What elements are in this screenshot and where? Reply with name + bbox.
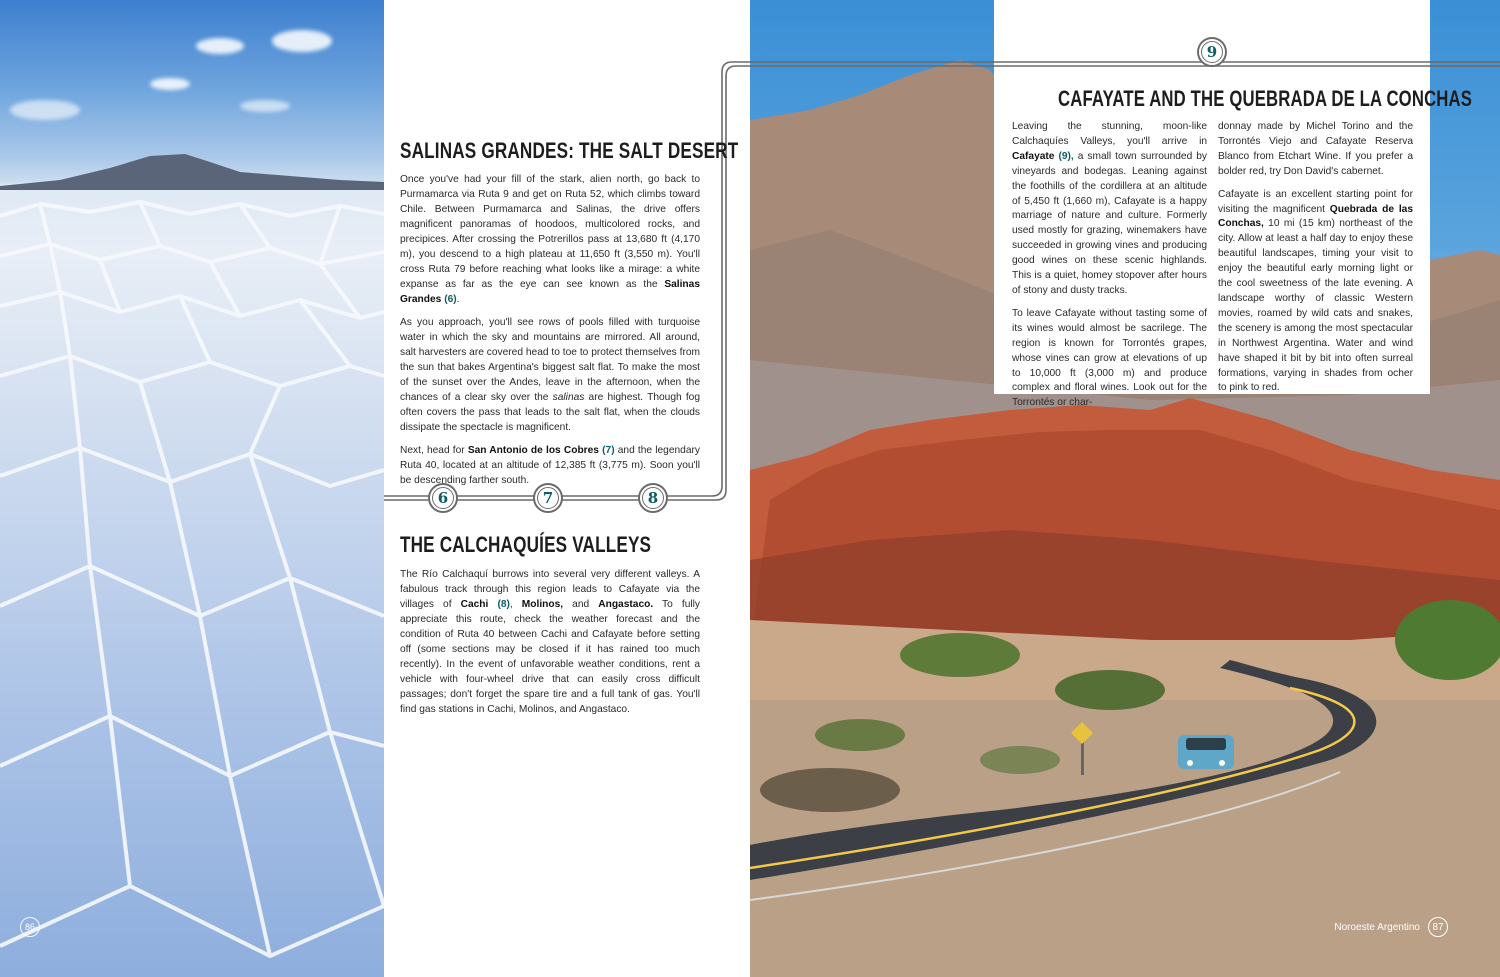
- cafayate-column-2: [1218, 120, 1413, 404]
- paragraph: Next, head for San Antonio de los Cobres (7) and the legendary Ruta 40, located at an altitude of 12,385 ft (3,775 m). Soon you'll be descending farther south.: [400, 445, 700, 486]
- paragraph: donnay made by Michel Torino and the Torrontés Viejo and Cafayate Reserva Blanco from Etchart Wine. If you prefer a bolder red, try Don David's cabernet.: [1218, 121, 1413, 177]
- section-title-salinas: SALINAS GRANDES: THE SALT DESERT: [400, 138, 739, 163]
- left-page-number: 86: [20, 917, 40, 937]
- section-title-cafayate: CAFAYATE AND THE QUEBRADA DE LA CONCHAS: [1058, 86, 1473, 111]
- route-marker-9: 9: [1197, 37, 1227, 67]
- section-body-calchaquies: [400, 567, 700, 725]
- cafayate-column-1: [1012, 120, 1207, 419]
- route-marker-6: 6: [428, 483, 458, 513]
- paragraph: Once you've had your fill of the stark, alien north, go back to Purmamarca via Ruta 9 and get on Ruta 52, which climbs toward Chile. Between Purmamarca and Salinas, the drive offers magnificent panoramas of hoodoos, multicolored rocks, and precipices. After crossing the Potrerillos pass at 13,680 ft (4,170 m), you descend to a high plateau at 11,650 ft (3,550 m). You'll cross Ruta 79 before reaching what looks like a mirage: a white expanse as far as the eye can see known as the Salinas Grandes (6).: [400, 174, 700, 305]
- paragraph: The Río Calchaquí burrows into several very different valleys. A fabulous track through this region leads to Cafayate via the villages of Cachi (8), Molinos, and Angastaco. To fully appreciate this route, check the weather forecast and the condition of Ruta 40 between Cachi and Cafayate before setting off (some sections may be closed if it has rained too much recently). In the event of unfavorable weather conditions, rent a vehicle with four-wheel drive that can easily cross difficult passages; don't forget the spare tire and a full tank of gas. You'll find gas stations in Cachi, Molinos, and Angastaco.: [400, 569, 700, 715]
- salt-flat-photo: [0, 0, 384, 977]
- paragraph: To leave Cafayate without tasting some of its wines would almost be sacrilege. The region is known for Torrontés grapes, whose vines can grow at elevations of up to 10,000 ft (3,000 m) and produce complex and floral wines. Look out for the Torrontés or char-: [1012, 307, 1207, 409]
- right-page-number: 87: [1428, 917, 1448, 937]
- route-marker-7: 7: [533, 483, 563, 513]
- section-body-salinas: [400, 172, 700, 496]
- route-marker-8: 8: [638, 483, 668, 513]
- paragraph: Cafayate is an excellent starting point for visiting the magnificent Quebrada de las Conchas, 10 mi (15 km) northeast of the city. Allow at least a half day to enjoy these beautiful landscapes, timing your visit to enjoy the beautiful early morning light or the cool sweetness of the late evening. A landscape worthy of classic Western movies, roamed by wild cats and snakes, the scenery is among the most spectacular in Northwest Argentina. Water and wind have shaped it bit by bit into often surreal formations, varying in shades from ocher to pink to red.: [1218, 188, 1413, 394]
- section-title-calchaquies: THE CALCHAQUÍES VALLEYS: [400, 532, 652, 557]
- right-page-footer: [1334, 917, 1448, 937]
- paragraph: Leaving the stunning, moon-like Calchaquíes Valleys, you'll arrive in Cafayate (9), a small town surrounded by vineyards and bodegas. Leaning against the foothills of the cordillera at an altitude of 5,450 ft (1,660 m), Cafayate is a happy marriage of nature and culture. Formerly used mostly for grazing, winemakers have succeeded in growing vines and producing good wines on these scenic highlands. This is a quiet, homey stopover after hours of stony and dusty tracks.: [1012, 121, 1207, 296]
- running-section-name: Noroeste Argentino: [1334, 921, 1420, 933]
- paragraph: As you approach, you'll see rows of pools filled with turquoise water in which the sky and mountains are mirrored. All around, salt harvesters are covered head to toe to protect themselves from the sun that bakes Argentina's biggest salt flat. To make the most of the sunset over the Andes, leave in the afternoon, when the chances of a clear sky over the salinas are highest. Though fog often covers the pass that leads to the salt flat, when the clouds dissipate the spectacle is magnificent.: [400, 317, 700, 433]
